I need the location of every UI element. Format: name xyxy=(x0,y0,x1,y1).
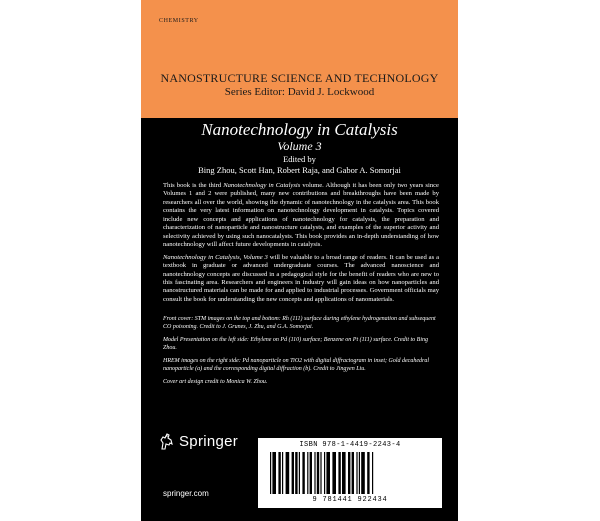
editors-names: Bing Zhou, Scott Han, Robert Raja, and Gabor A. Somorjai xyxy=(198,165,401,175)
publisher-name: Springer xyxy=(179,432,239,450)
barcode-bar xyxy=(338,452,340,494)
category-label: CHEMISTRY xyxy=(159,18,199,24)
description xyxy=(163,182,439,308)
barcode-bar xyxy=(352,452,354,494)
title-reference: Nanotechnology in Catalysis, Volume 3 xyxy=(163,253,268,261)
book-title: Nanotechnology in Catalysis xyxy=(201,120,398,139)
barcode-bar xyxy=(324,452,325,494)
title-reference: Nanotechnology in Catalysis xyxy=(223,182,301,189)
edited-by-label: Edited by xyxy=(283,154,316,164)
description-paragraph-1 xyxy=(163,182,439,250)
barcode-bar xyxy=(307,452,308,494)
ean-text: 9 781441 922434 xyxy=(312,496,388,504)
image-credits xyxy=(163,315,439,391)
barcode-bar xyxy=(302,452,304,494)
text-span: will be valuable to a broad range of readers. It can be used as a textbook in graduate or advanced undergraduate courses. The advanced nanoscience and nanotechnology concepts are discussed in a pedagogical style for the benefit of readers who are new to this fascinating area. Researchers and engineers in industry will gain ideas on how nanoparticles and nanostructured materials can be made for and applied to industrial processes. Government officials may consult the book for understanding the new concepts and applications of nanomaterials. xyxy=(163,253,439,303)
credit-front-cover: Front cover: STM images on the top and bottom: Rh (111) surface during ethylene hydrogenation and subsequent CO poisoning. Credit to J. Grunes, J. Zhu, and G.A. Somorjai. xyxy=(163,316,436,330)
publisher-logo xyxy=(159,432,238,450)
isbn-text: ISBN 978-1-4419-2243-4 xyxy=(299,441,401,449)
barcode-bar xyxy=(282,452,283,494)
series-editor: Series Editor: David J. Lockwood xyxy=(224,86,375,98)
barcode xyxy=(258,438,442,508)
header-band xyxy=(141,0,458,118)
barcode-bar xyxy=(367,452,369,494)
barcode-bar xyxy=(359,452,360,494)
barcode-bar xyxy=(295,452,297,494)
barcode-bars xyxy=(268,452,432,494)
description-paragraph-2 xyxy=(163,254,439,305)
credit-hrem-images: HREM images on the right side: Pd nanoparticle on TiO2 with digital diffractogram in inset; Gold decahedral nanoparticle (a) and the corresponding digital diffraction (b). Credit to Jingyen Liu. xyxy=(163,358,429,372)
barcode-bar xyxy=(270,452,271,494)
barcode-bar xyxy=(320,452,321,494)
barcode-bar xyxy=(361,452,365,494)
series-title: NANOSTRUCTURE SCIENCE AND TECHNOLOGY xyxy=(160,71,439,85)
barcode-bar xyxy=(310,452,312,494)
barcode-bar xyxy=(272,452,276,494)
text-span: volume. Although it has been only two years since Volumes 1 and 2 were published, many new contributions and breakthroughs have been made by researchers all over the world, showing the dynamic of nanotechnology in the catalysis area. This book contains the very latest information on nanotechnology development in catalysis. Topics covered include new concepts and applications of nanotechnology for catalysis, the preparation and characterization of nanoparticle and nanostructure catalysts, and examples of the superior activity and selectivity achieved by using such nanocatalysts. This book provides an in-depth understanding of how nanotechnology will affect future developments in catalysis. xyxy=(163,182,439,249)
barcode-bar xyxy=(372,452,373,494)
barcode-bar xyxy=(278,452,280,494)
barcode-bar xyxy=(314,452,315,494)
barcode-bar xyxy=(326,452,330,494)
barcode-bar xyxy=(356,452,357,494)
book-volume: Volume 3 xyxy=(277,139,322,153)
text-span: This book is the third xyxy=(163,182,224,189)
book-back-cover xyxy=(141,0,458,521)
barcode-bar xyxy=(317,452,319,494)
barcode-bar xyxy=(299,452,300,494)
springer-horse-icon xyxy=(159,432,175,450)
barcode-bar xyxy=(342,452,346,494)
editors-block xyxy=(141,154,458,176)
publisher-url: springer.com xyxy=(163,489,209,498)
barcode-bar xyxy=(332,452,336,494)
barcode-bar xyxy=(286,452,290,494)
barcode-bar xyxy=(292,452,294,494)
barcode-bar xyxy=(348,452,350,494)
credit-model-presentation: Model Presentation on the left side: Ethylene on Pd (110) surface; Benzene on Pt (111) surface. Credit to Bing Zhou. xyxy=(163,337,428,351)
credit-cover-art: Cover art design credit to Monica W. Zhou. xyxy=(163,379,268,385)
